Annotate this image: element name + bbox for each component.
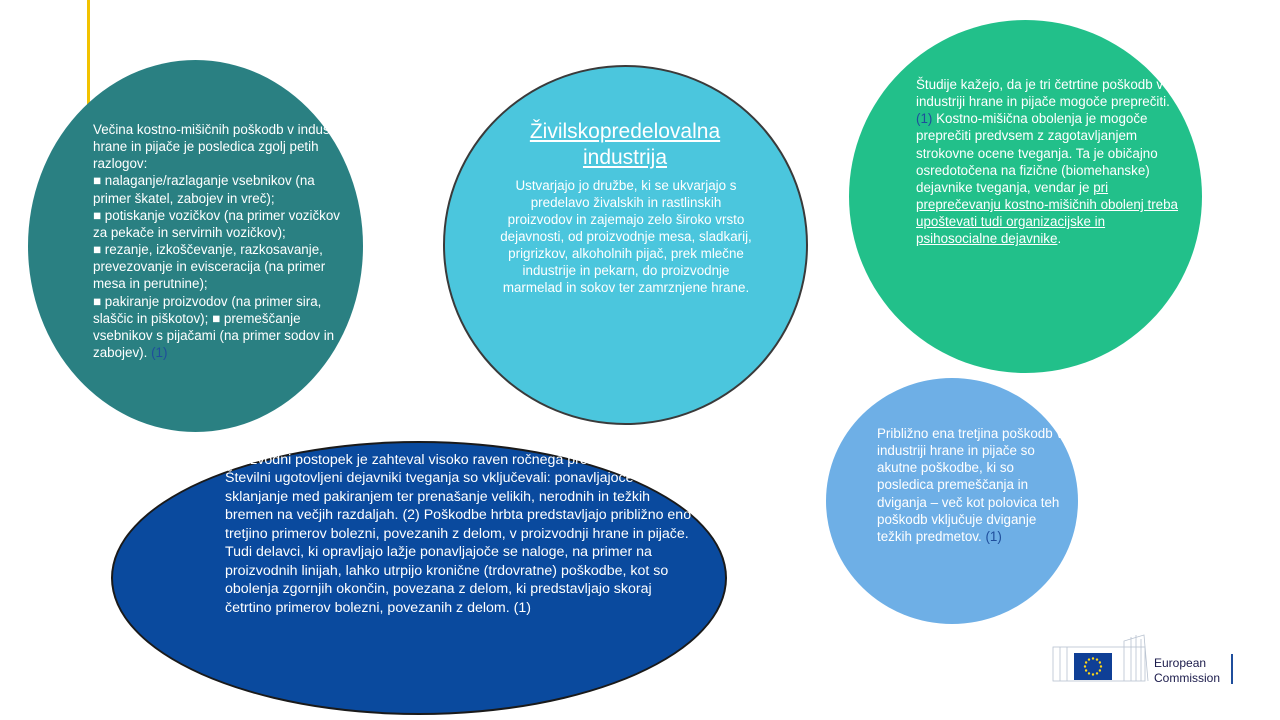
eu-flag-icon [1074, 653, 1112, 680]
teal-line-1: ■ nalaganje/razlaganje vsebnikov (na primer škatel, zabojev in vreč); [93, 173, 315, 206]
teal-circle-text [93, 121, 355, 361]
teal-line-4-text: ■ pakiranje proizvodov (na primer sira, slaščic in piškotov); ■ premeščanje vsebnikov s pijačami (na primer sodov in zabojev). [93, 293, 335, 361]
dark-ellipse-text: Proizvodni postopek je zahteval visoko raven ročnega premeščanja. Številni ugotovljeni dejavniki tveganja so vključevali: ponavljajoče se sklanjanje med pakiranjem ter prenašanje velikih, nerodnih in težkih bremen na večjih razdaljah. (2) Poškodbe hrbta predstavljajo približno eno tretjino primerov bolezni, povezanih z delom, v proizvodnji hrane in pijače. Tudi delavci, ki opravljajo lažje ponavljajoče se naloge, na primer na proizvodnih linijah, lahko utrpijo kronične (trdovratne) poškodbe, kot so obolenja zgornjih okončin, povezana z delom, ki predstavljajo skoraj četrtino primerov bolezni, povezanih z delom. (1) [225, 452, 692, 616]
sky-ref-link[interactable]: (1) [985, 528, 1002, 544]
center-circle-title: Živilskopredelovalna industrija [529, 120, 721, 170]
green-text-end: . [1057, 231, 1062, 247]
teal-ref-link[interactable]: (1) [151, 345, 168, 361]
sky-circle-text [877, 425, 1067, 545]
teal-line-intro: Večina kostno-mišičnih poškodb v industriji hrane in pijače je posledica zgolj petih razlogov: [93, 122, 347, 172]
green-ref-link[interactable]: (1) [916, 111, 933, 127]
green-circle-text [916, 76, 1184, 248]
teal-line-3: ■ rezanje, izkoščevanje, razkosavanje, prevezovanje in evisceracija (na primer mesa in perutnine); [93, 242, 326, 292]
teal-line-4 [93, 293, 355, 362]
green-text-part1: Študije kažejo, da je tri četrtine poškodb v industriji hrane in pijače mogoče preprečiti. [916, 77, 1170, 110]
sky-text-body: Približno ena tretjina poškodb v industriji hrane in pijače so akutne poškodbe, ki so posledica premeščanja in dviganja – več kot polovica teh poškodb vključuje dviganje težkih predmetov. [877, 426, 1064, 544]
ec-logo-line1: European [1154, 656, 1207, 670]
ec-logo-line2: Commission [1154, 671, 1221, 685]
european-commission-logo [1052, 633, 1252, 685]
teal-line-2: ■ potiskanje vozičkov (na primer vozičkov za pekače in servirnih vozičkov); [93, 207, 340, 240]
green-text-part2: Kostno-mišična obolenja je mogoče preprečiti predvsem z zagotavljanjem strokovne ocene tveganja. Ta je običajno osredotočena na fizične (biomehanske) dejavnike tveganja, vendar je [916, 111, 1158, 195]
green-underlined-link[interactable]: pri preprečevanju kostno-mišičnih obolenj treba upoštevati tudi organizacijske in psihosocialne dejavnike [916, 179, 1179, 247]
center-circle-body: Ustvarjajo jo družbe, ki se ukvarjajo s predelavo živalskih in rastlinskih proizvodov in zajemajo zelo široko vrsto dejavnosti, od proizvodnje mesa, sladkarij, prigrizkov, alkoholnih pijač, prek mlečne industrije in pekarn, do proizvodnje marmelad in sokov ter zamrznjene hrane. [500, 178, 752, 296]
ec-logo-divider [1231, 654, 1233, 684]
ec-logo-text [1154, 656, 1220, 686]
